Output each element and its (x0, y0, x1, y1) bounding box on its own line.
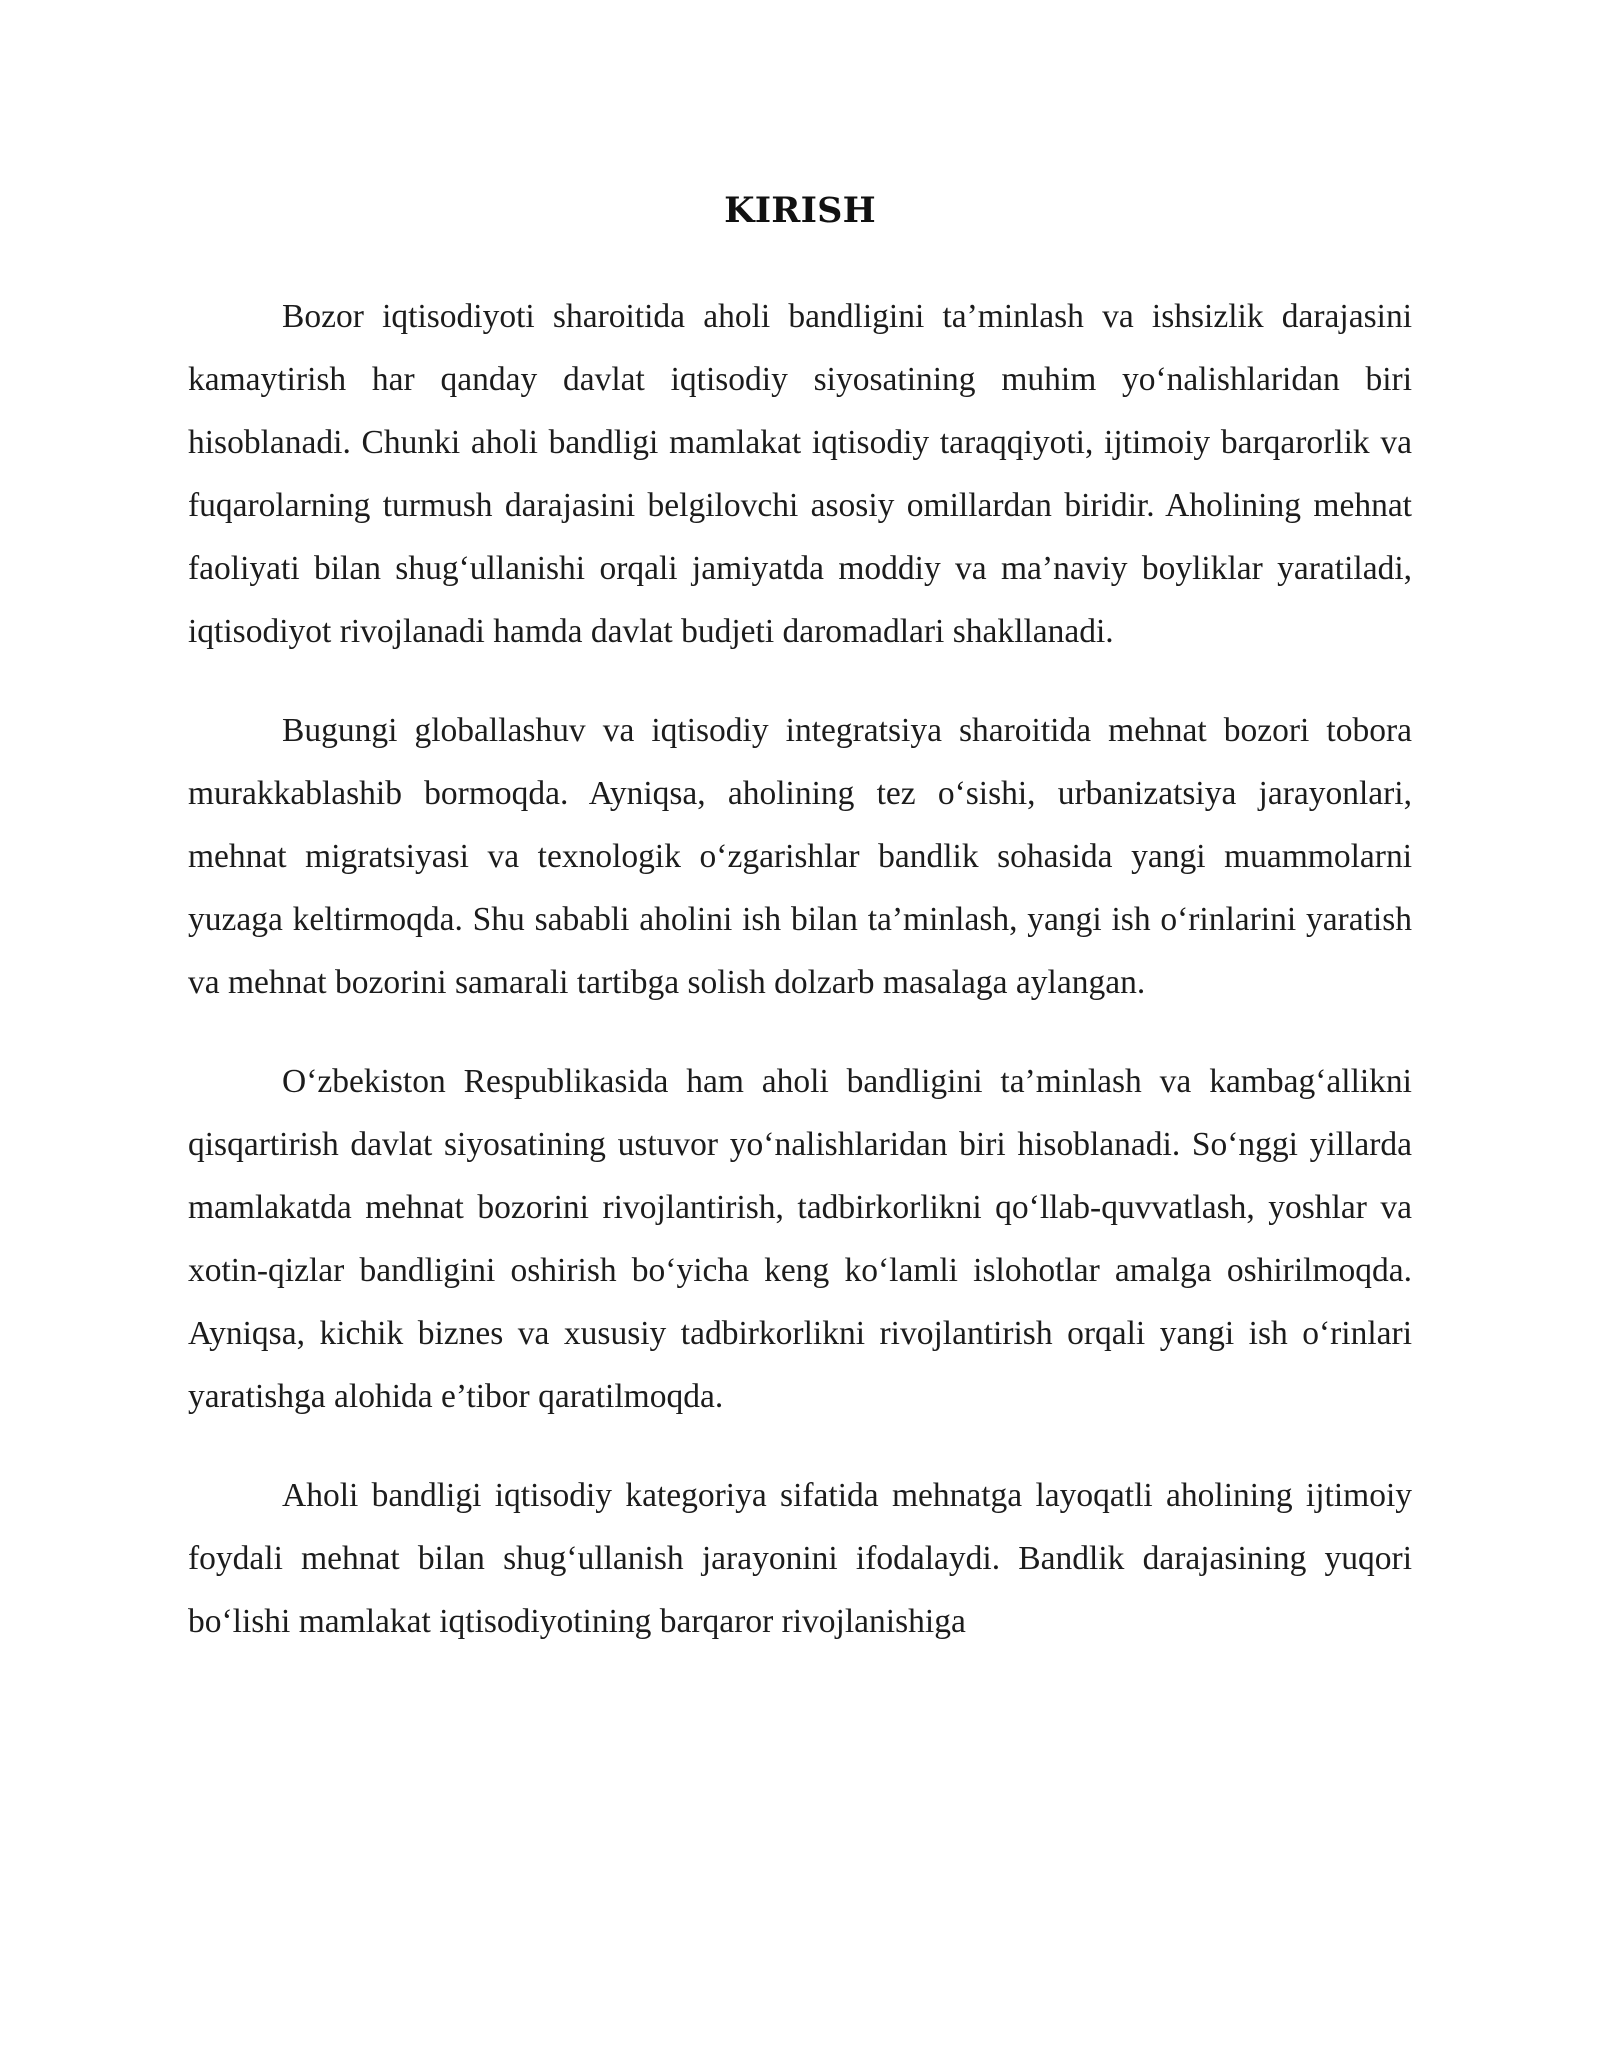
paragraph-4: Aholi bandligi iqtisodiy kategoriya sifatida mehnatga layoqatli aholining ijtimoiy foydali mehnat bilan shug‘ullanish jarayonini ifodalaydi. Bandlik darajasining yuqori bo‘lishi mamlakat iqtisodiyotining barqaror rivojlanishiga (188, 1477, 1412, 1640)
paragraph-2: Bugungi globallashuv va iqtisodiy integratsiya sharoitida mehnat bozori tobora murakkablashib bormoqda. Ayniqsa, aholining tez o‘sishi, urbanizatsiya jarayonlari, mehnat migratsiyasi va texnologik o‘zgarishlar bandlik sohasida yangi muammolarni yuzaga keltirmoqda. Shu sababli aholini ish bilan ta’minlash, yangi ish o‘rinlarini yaratish va mehnat bozorini samarali tartibga solish dolzarb masalaga aylangan. (188, 712, 1412, 1001)
document-title: KIRISH (724, 190, 876, 231)
paragraph-1: Bozor iqtisodiyoti sharoitida aholi bandligini ta’minlash va ishsizlik darajasini kamaytirish har qanday davlat iqtisodiy siyosatining muhim yo‘nalishlaridan biri hisoblanadi. Chunki aholi bandligi mamlakat iqtisodiy taraqqiyoti, ijtimoiy barqarorlik va fuqarolarning turmush darajasini belgilovchi asosiy omillardan biridir. Aholining mehnat faoliyati bilan shug‘ullanishi orqali jamiyatda moddiy va ma’naviy boyliklar yaratiladi, iqtisodiyot rivojlanadi hamda davlat budjeti daromadlari shakllanadi. (188, 298, 1412, 650)
paragraph-3: O‘zbekiston Respublikasida ham aholi bandligini ta’minlash va kambag‘allikni qisqartirish davlat siyosatining ustuvor yo‘nalishlaridan biri hisoblanadi. So‘nggi yillarda mamlakatda mehnat bozorini rivojlantirish, tadbirkorlikni qo‘llab-quvvatlash, yoshlar va xotin-qizlar bandligini oshirish bo‘yicha keng ko‘lamli islohotlar amalga oshirilmoqda. Ayniqsa, kichik biznes va xususiy tadbirkorlikni rivojlantirish orqali yangi ish o‘rinlari yaratishga alohida e’tibor qaratilmoqda. (188, 1063, 1412, 1415)
